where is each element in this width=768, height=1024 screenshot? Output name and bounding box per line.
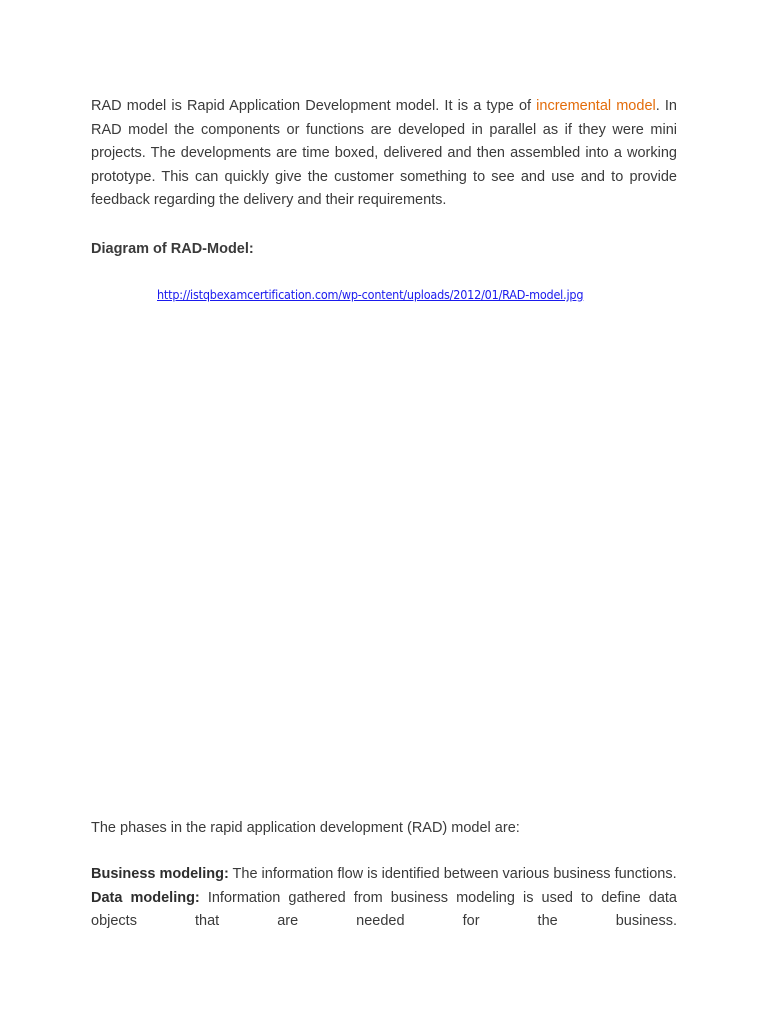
phases-paragraph: [91, 863, 677, 934]
intro-text-rest: RAD model the components or functions are developed in parallel as if they were mini projects. The developments are time boxed, delivered and then assembled into a working prototype. This can quickly give the customer something to see and use and to provide feedback regarding the delivery and their requirements.: [91, 121, 677, 208]
data-modeling-label: Data modeling:: [91, 889, 200, 906]
business-modeling-text: The information flow is identified between various business functions.: [228, 866, 677, 882]
business-modeling-line: [91, 863, 677, 887]
document-page: [91, 0, 677, 1024]
phases-intro: The phases in the rapid application development (RAD) model are:: [91, 820, 520, 836]
incremental-model-link[interactable]: incremental model: [536, 98, 656, 114]
business-modeling-label: Business modeling:: [91, 866, 229, 882]
data-modeling-line-2: objects that are needed for the business.: [91, 913, 677, 929]
diagram-image-link[interactable]: http://istqbexamcertification.com/wp-content/uploads/2012/01/RAD-model.jpg: [157, 287, 584, 302]
intro-text-after-link: . In: [655, 98, 677, 114]
diagram-heading: Diagram of RAD-Model:: [91, 241, 254, 257]
data-modeling-line: [91, 887, 677, 911]
intro-paragraph: [91, 95, 677, 213]
data-modeling-text: Information gathered from business modeling is used to define data: [199, 889, 677, 906]
intro-text-start: RAD model is Rapid Application Development model. It is a type of: [91, 98, 537, 114]
